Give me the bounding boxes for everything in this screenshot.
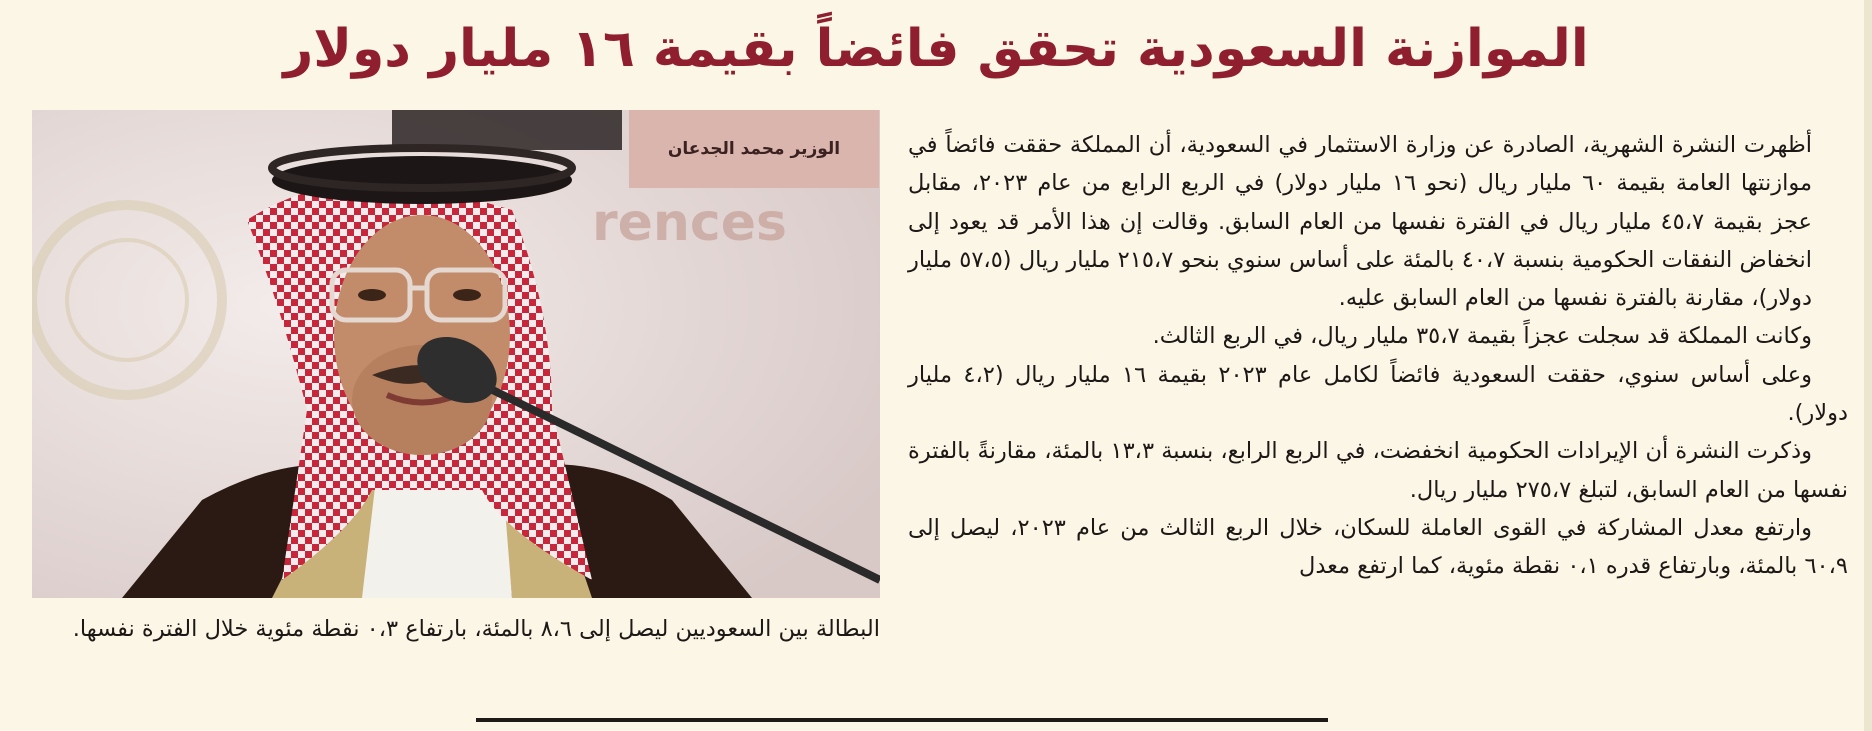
photo-name-tag: الوزير محمد الجدعان bbox=[629, 110, 879, 188]
article-continuation: البطالة بين السعوديين ليصل إلى ٨،٦ بالمئة، بارتفاع ٠،٣ نقطة مئوية خلال الفترة نفسها. bbox=[72, 616, 880, 642]
backdrop-text: rences bbox=[592, 193, 787, 253]
paragraph: وكانت المملكة قد سجلت عجزاً بقيمة ٣٥،٧ مليار ريال، في الربع الثالث. bbox=[1152, 323, 1812, 350]
article-body bbox=[908, 126, 1848, 586]
paragraph: وعلى أساس سنوي، حققت السعودية فائضاً لكامل عام ٢٠٢٣ بقيمة ١٦ مليار ريال (٤،٢ مليار دولار). bbox=[908, 361, 1848, 427]
paragraph: وارتفع معدل المشاركة في القوى العاملة للسكان، خلال الربع الثالث من عام ٢٠٢٣، ليصل إلى ٦٠،٩ بالمئة، وبارتفاع قدره ٠،١ نقطة مئوية، كما ارتفع معدل bbox=[908, 514, 1848, 580]
paragraph: أظهرت النشرة الشهرية، الصادرة عن وزارة الاستثمار في السعودية، أن المملكة حققت فائضاً في موازنتها العامة بقيمة ٦٠ مليار ريال (نحو ١٦ مليار دولار) في الربع الرابع من عام ٢٠٢٣، مقابل عجز بقيمة ٤٥،٧ مليار ريال في الفترة نفسها من العام السابق. وقالت إن هذا الأمر قد يعود إلى انخفاض النفقات الحكومية بنسبة ٤٠،٧ بالمئة على أساس سنوي بنحو ٢١٥،٧ مليار ريال (٥٧،٥ مليار دولار)، مقارنة بالفترة نفسها من العام السابق عليه. bbox=[908, 132, 1813, 312]
bottom-rule bbox=[476, 718, 1328, 722]
page-edge bbox=[1864, 0, 1872, 731]
paragraph: وذكرت النشرة أن الإيرادات الحكومية انخفضت، في الربع الرابع، بنسبة ١٣،٣ بالمئة، مقارنةً بالفترة نفسها من العام السابق، لتبلغ ٢٧٥،٧ مليار ريال. bbox=[908, 438, 1848, 503]
headline: الموازنة السعودية تحقق فائضاً بقيمة ١٦ مليار دولار bbox=[283, 19, 1589, 79]
